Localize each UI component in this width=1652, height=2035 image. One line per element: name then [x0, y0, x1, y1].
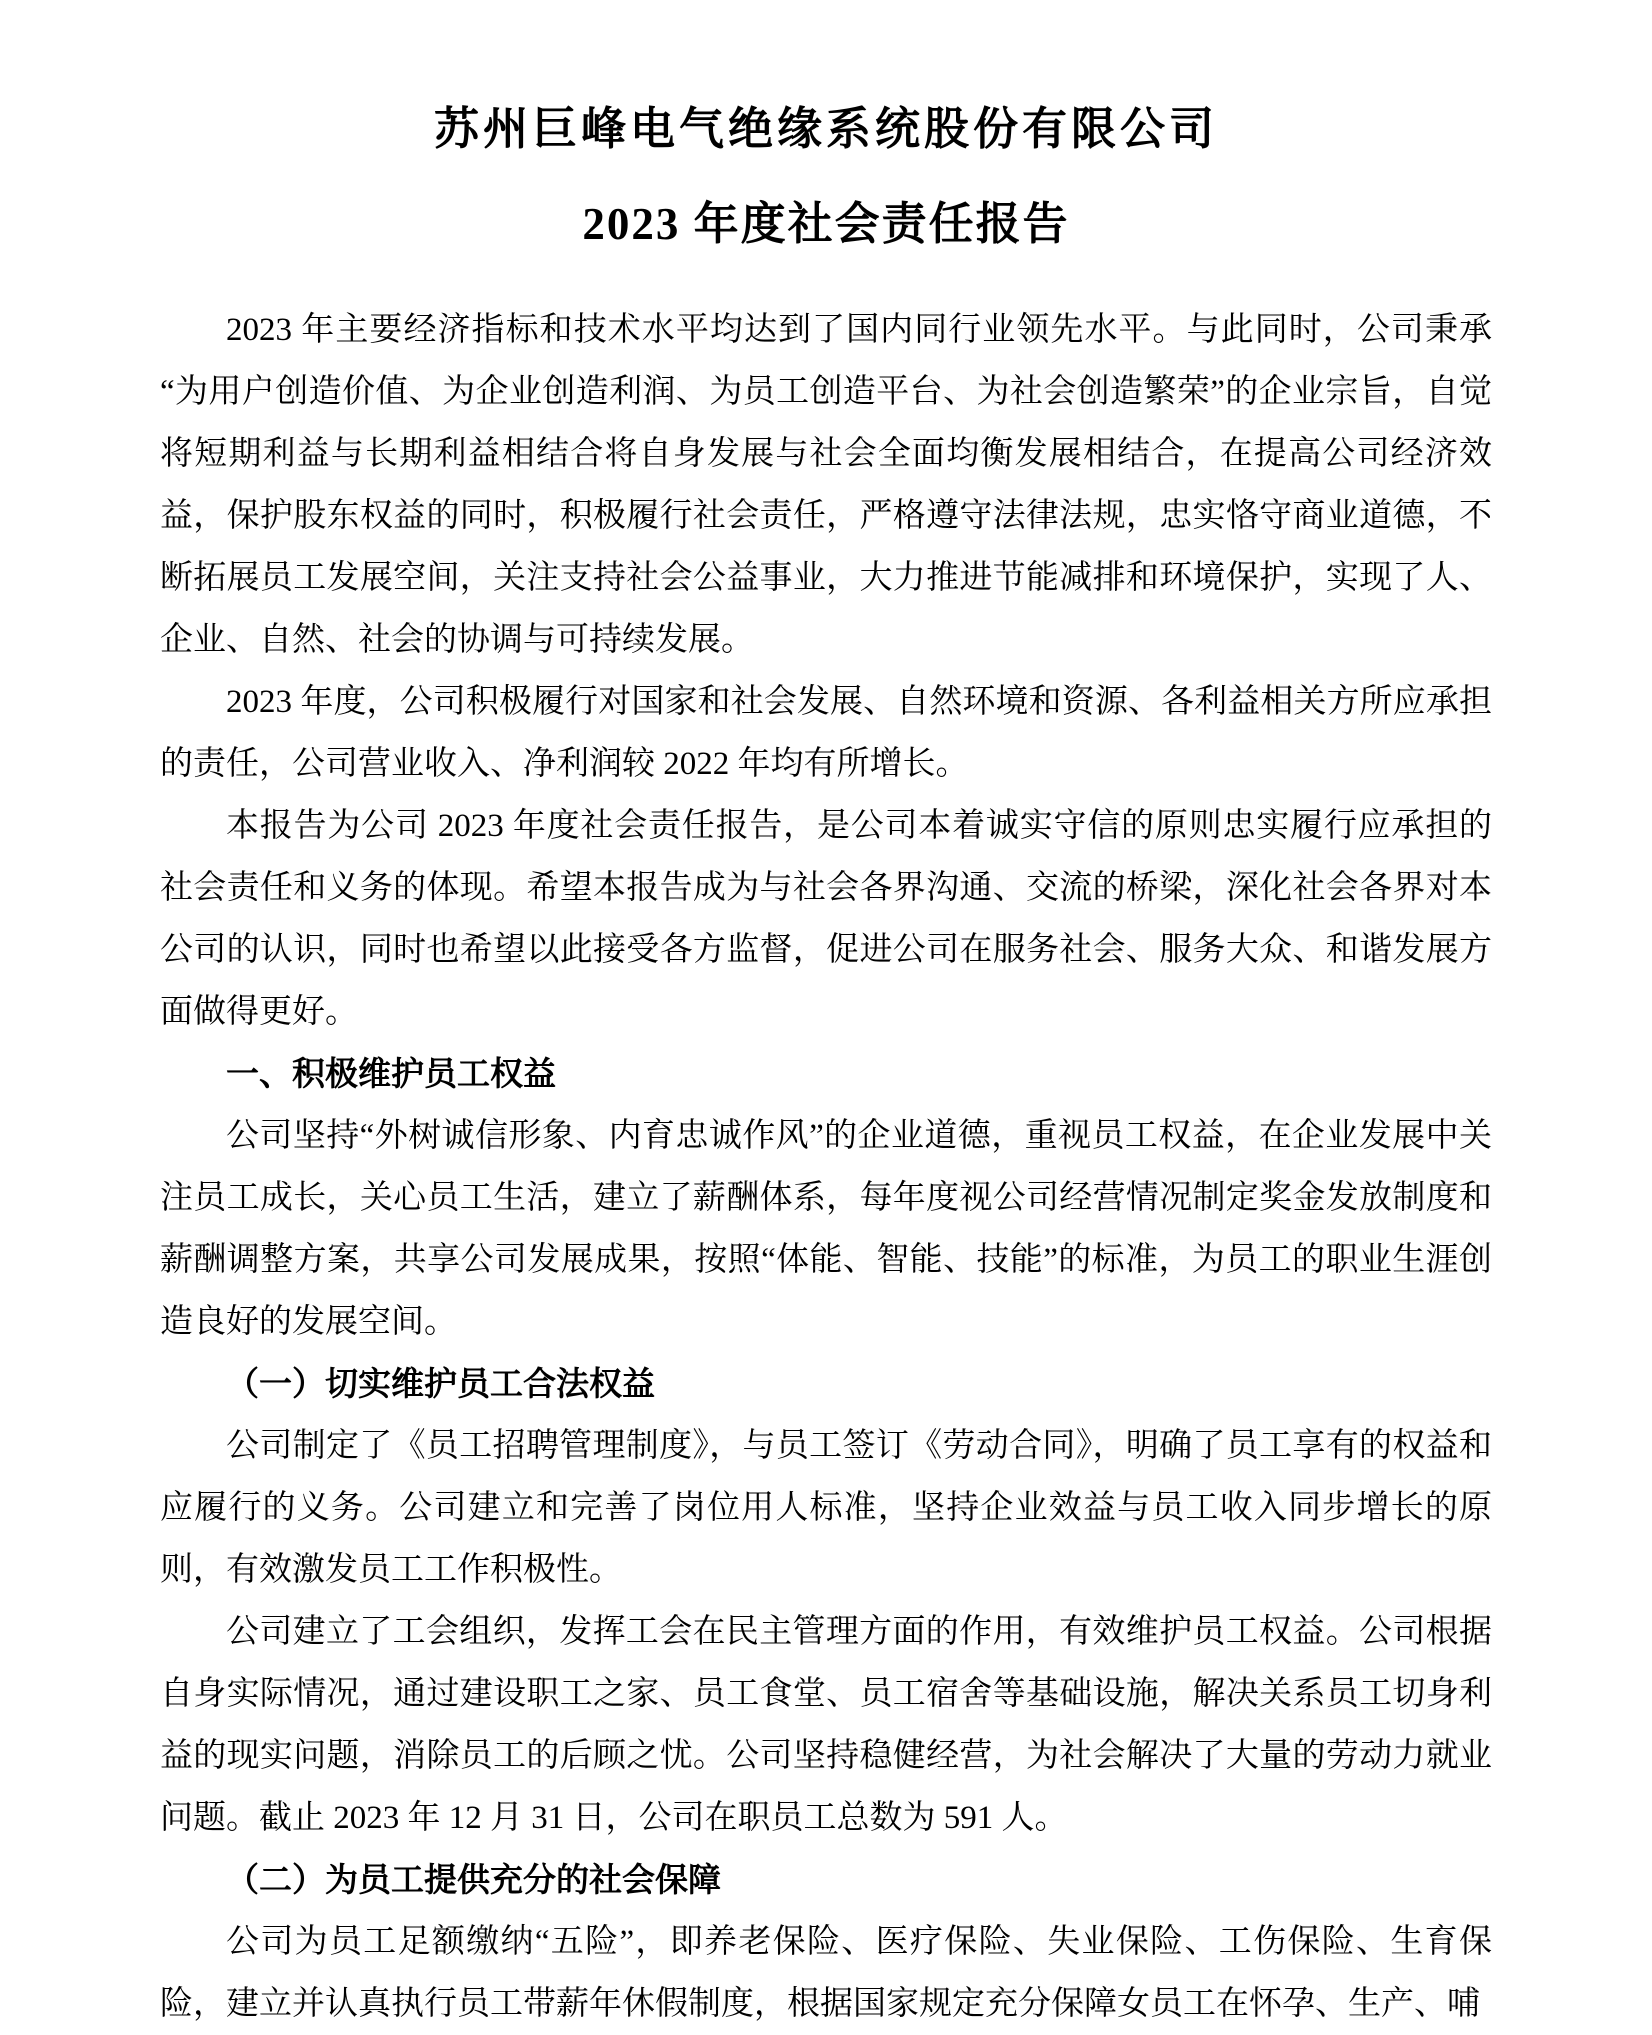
section-heading-employee-rights: 一、积极维护员工权益 [226, 1055, 556, 1092]
paragraph-responsibility-2023: 2023 年度，公司积极履行对国家和社会发展、自然环境和资源、各利益相关方所应承担的责任，公司营业收入、净利润较 2022 年均有所增长。 [160, 684, 1492, 782]
paragraph-economic-overview: 2023 年主要经济指标和技术水平均达到了国内同行业领先水平。与此同时，公司秉承“为用户创造价值、为企业创造利润、为员工创造平台、为社会创造繁荣”的企业宗旨，自觉将短期利益与长期利益相结合将自身发展与社会全面均衡发展相结合，在提高公司经济效益，保护股东权益的同时，积极履行社会责任，严格遵守法律法规，忠实恪守商业道德，不断拓展员工发展空间，关注支持社会公益事业，大力推进节能减排和环境保护，实现了人、企业、自然、社会的协调与可持续发展。 [160, 312, 1492, 658]
paragraph-report-purpose: 本报告为公司 2023 年度社会责任报告，是公司本着诚实守信的原则忠实履行应承担的社会责任和义务的体现。希望本报告成为与社会各界沟通、交流的桥梁，深化社会各界对本公司的认识，同时也希望以此接受各方监督，促进公司在服务社会、服务大众、和谐发展方面做得更好。 [160, 808, 1492, 1030]
report-title: 苏州巨峰电气绝缘系统股份有限公司 [433, 104, 1218, 154]
subsection-heading-social-security: （二）为员工提供充分的社会保障 [226, 1861, 721, 1898]
paragraph-legal-rights: 公司制定了《员工招聘管理制度》，与员工签订《劳动合同》，明确了员工享有的权益和应履行的义务。公司建立和完善了岗位用人标准，坚持企业效益与员工收入同步增长的原则，有效激发员工工作积极性。 [160, 1428, 1492, 1588]
paragraph-union-welfare: 公司建立了工会组织，发挥工会在民主管理方面的作用，有效维护员工权益。公司根据自身实际情况，通过建设职工之家、员工食堂、员工宿舍等基础设施，解决关系员工切身利益的现实问题，消除员工的后顾之忧。公司坚持稳健经营，为社会解决了大量的劳动力就业问题。截止 2023 年 12 月 31 日，公司在职员工总数为 591 人。 [160, 1614, 1492, 1836]
paragraph-employee-rights: 公司坚持“外树诚信形象、内育忠诚作风”的企业道德，重视员工权益，在企业发展中关注员工成长，关心员工生活，建立了薪酬体系，每年度视公司经营情况制定奖金发放制度和薪酬调整方案，共享公司发展成果，按照“体能、智能、技能”的标准，为员工的职业生涯创造良好的发展空间。 [160, 1118, 1492, 1340]
subsection-heading-legal-rights: （一）切实维护员工合法权益 [226, 1365, 655, 1402]
paragraph-social-security: 公司为员工足额缴纳“五险”，即养老保险、医疗保险、失业保险、工伤保险、生育保险，建立并认真执行员工带薪年休假制度，根据国家规定充分保障女员工在怀孕、生产、哺 [160, 1924, 1492, 2022]
report-subtitle: 2023 年度社会责任报告 [582, 198, 1070, 249]
